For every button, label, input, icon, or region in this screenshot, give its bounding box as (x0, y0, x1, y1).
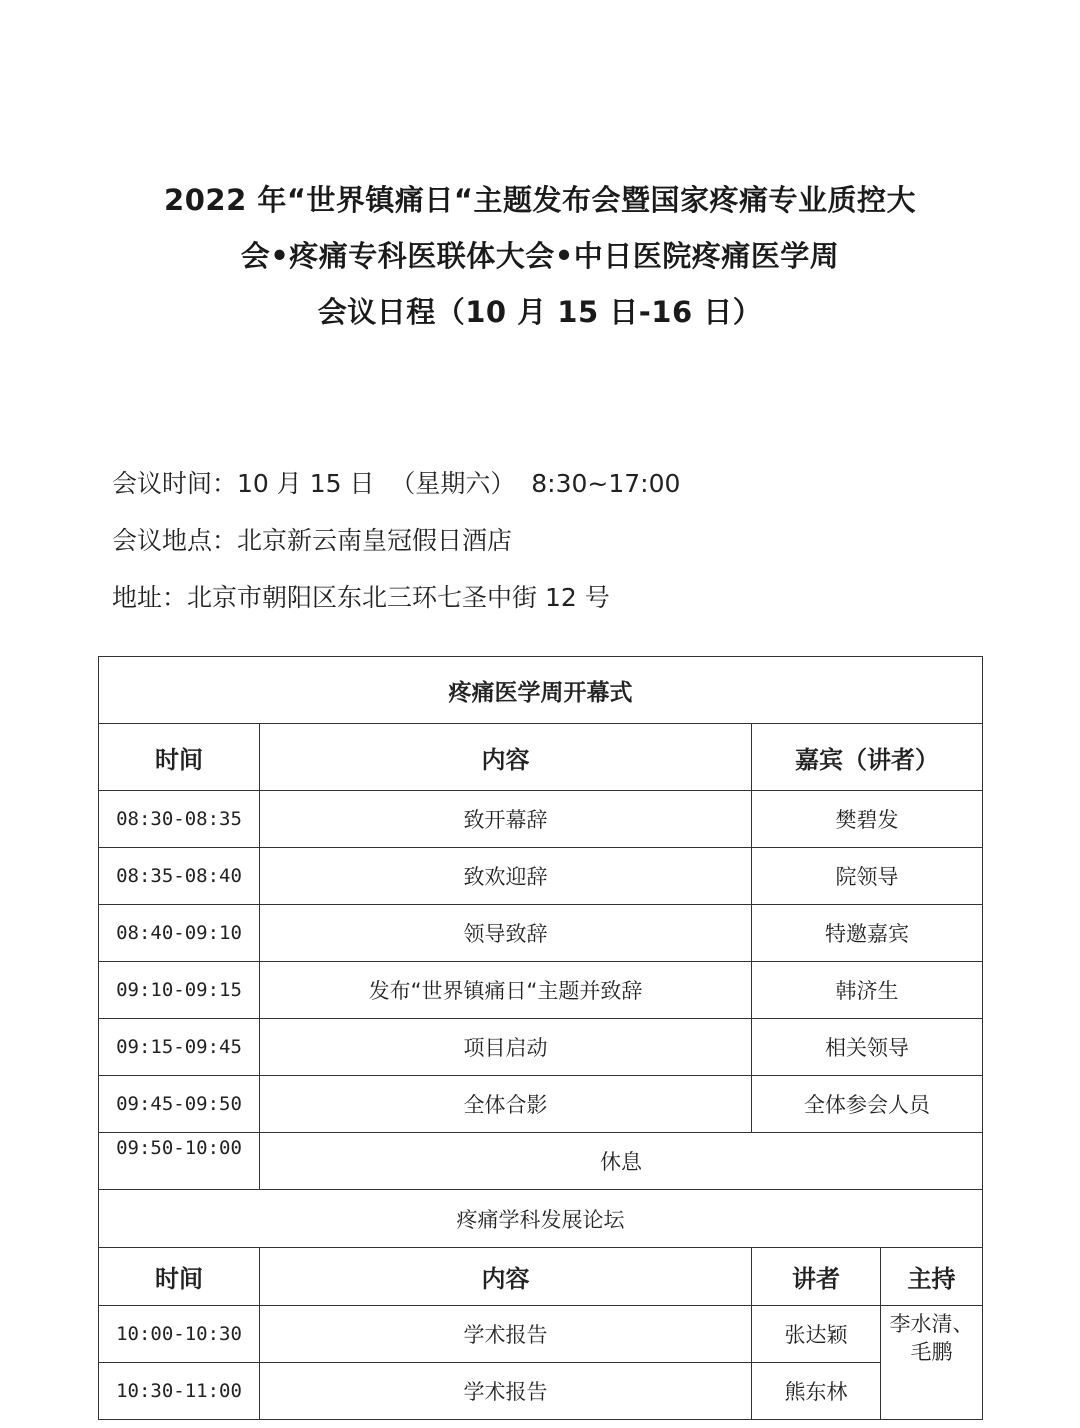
speaker-cell: 熊东林 (752, 1363, 881, 1420)
speaker-cell: 张达颖 (752, 1306, 881, 1363)
time-cell: 08:30-08:35 (99, 791, 260, 848)
time-cell: 10:00-10:30 (99, 1306, 260, 1363)
column-header-content: 内容 (260, 724, 752, 791)
content-cell: 全体合影 (260, 1076, 752, 1133)
content-cell: 致欢迎辞 (260, 848, 752, 905)
table-row (99, 1019, 983, 1076)
host-name-line-1: 李水清、 (889, 1312, 974, 1336)
content-cell: 发布“世界镇痛日“主题并致辞 (260, 962, 752, 1019)
speaker-cell: 院领导 (752, 848, 983, 905)
time-cell: 09:10-09:15 (99, 962, 260, 1019)
table-row (99, 848, 983, 905)
speaker-cell: 特邀嘉宾 (752, 905, 983, 962)
title-line-2: 会•疼痛专科医联体大会•中日医院疼痛医学周 (240, 239, 840, 273)
table-row (99, 1363, 983, 1420)
meeting-venue: 会议地点：北京新云南皇冠假日酒店 (112, 526, 513, 555)
time-cell: 09:15-09:45 (99, 1019, 260, 1076)
content-cell: 领导致辞 (260, 905, 752, 962)
column-header-time: 时间 (99, 724, 260, 791)
time-cell: 10:30-11:00 (99, 1363, 260, 1420)
host-cell (881, 1306, 983, 1420)
content-cell: 学术报告 (260, 1363, 752, 1420)
schedule-table (98, 656, 983, 1420)
meeting-address: 地址：北京市朝阳区东北三环七圣中街 12 号 (112, 583, 610, 612)
time-cell: 08:40-09:10 (99, 905, 260, 962)
content-cell: 学术报告 (260, 1306, 752, 1363)
meeting-info (112, 455, 680, 626)
content-cell: 致开幕辞 (260, 791, 752, 848)
title-line-1: 2022 年“世界镇痛日“主题发布会暨国家疼痛专业质控大 (164, 183, 916, 217)
speaker-cell: 樊碧发 (752, 791, 983, 848)
table-row (99, 1076, 983, 1133)
speaker-cell: 全体参会人员 (752, 1076, 983, 1133)
table-row (99, 791, 983, 848)
column-header-host: 主持 (881, 1248, 983, 1306)
column-header-speaker: 讲者 (752, 1248, 881, 1306)
table-row (99, 962, 983, 1019)
column-header-speaker: 嘉宾（讲者） (752, 724, 983, 791)
table-row (99, 1306, 983, 1363)
time-cell: 08:35-08:40 (99, 848, 260, 905)
time-cell: 09:50-10:00 (99, 1133, 260, 1190)
document-title (0, 172, 1080, 340)
section-title-forum: 疼痛学科发展论坛 (99, 1190, 983, 1248)
speaker-cell: 相关领导 (752, 1019, 983, 1076)
meeting-time: 会议时间：10 月 15 日 （星期六） 8:30~17:00 (112, 469, 681, 498)
host-name-line-2: 毛鹏 (910, 1340, 953, 1364)
column-header-content: 内容 (260, 1248, 752, 1306)
break-cell: 休息 (260, 1133, 983, 1190)
section-title-opening: 疼痛医学周开幕式 (99, 657, 983, 724)
column-header-time: 时间 (99, 1248, 260, 1306)
break-row (99, 1133, 983, 1190)
time-cell: 09:45-09:50 (99, 1076, 260, 1133)
speaker-cell: 韩济生 (752, 962, 983, 1019)
table-row (99, 905, 983, 962)
content-cell: 项目启动 (260, 1019, 752, 1076)
title-line-3: 会议日程（10 月 15 日-16 日） (317, 295, 763, 329)
